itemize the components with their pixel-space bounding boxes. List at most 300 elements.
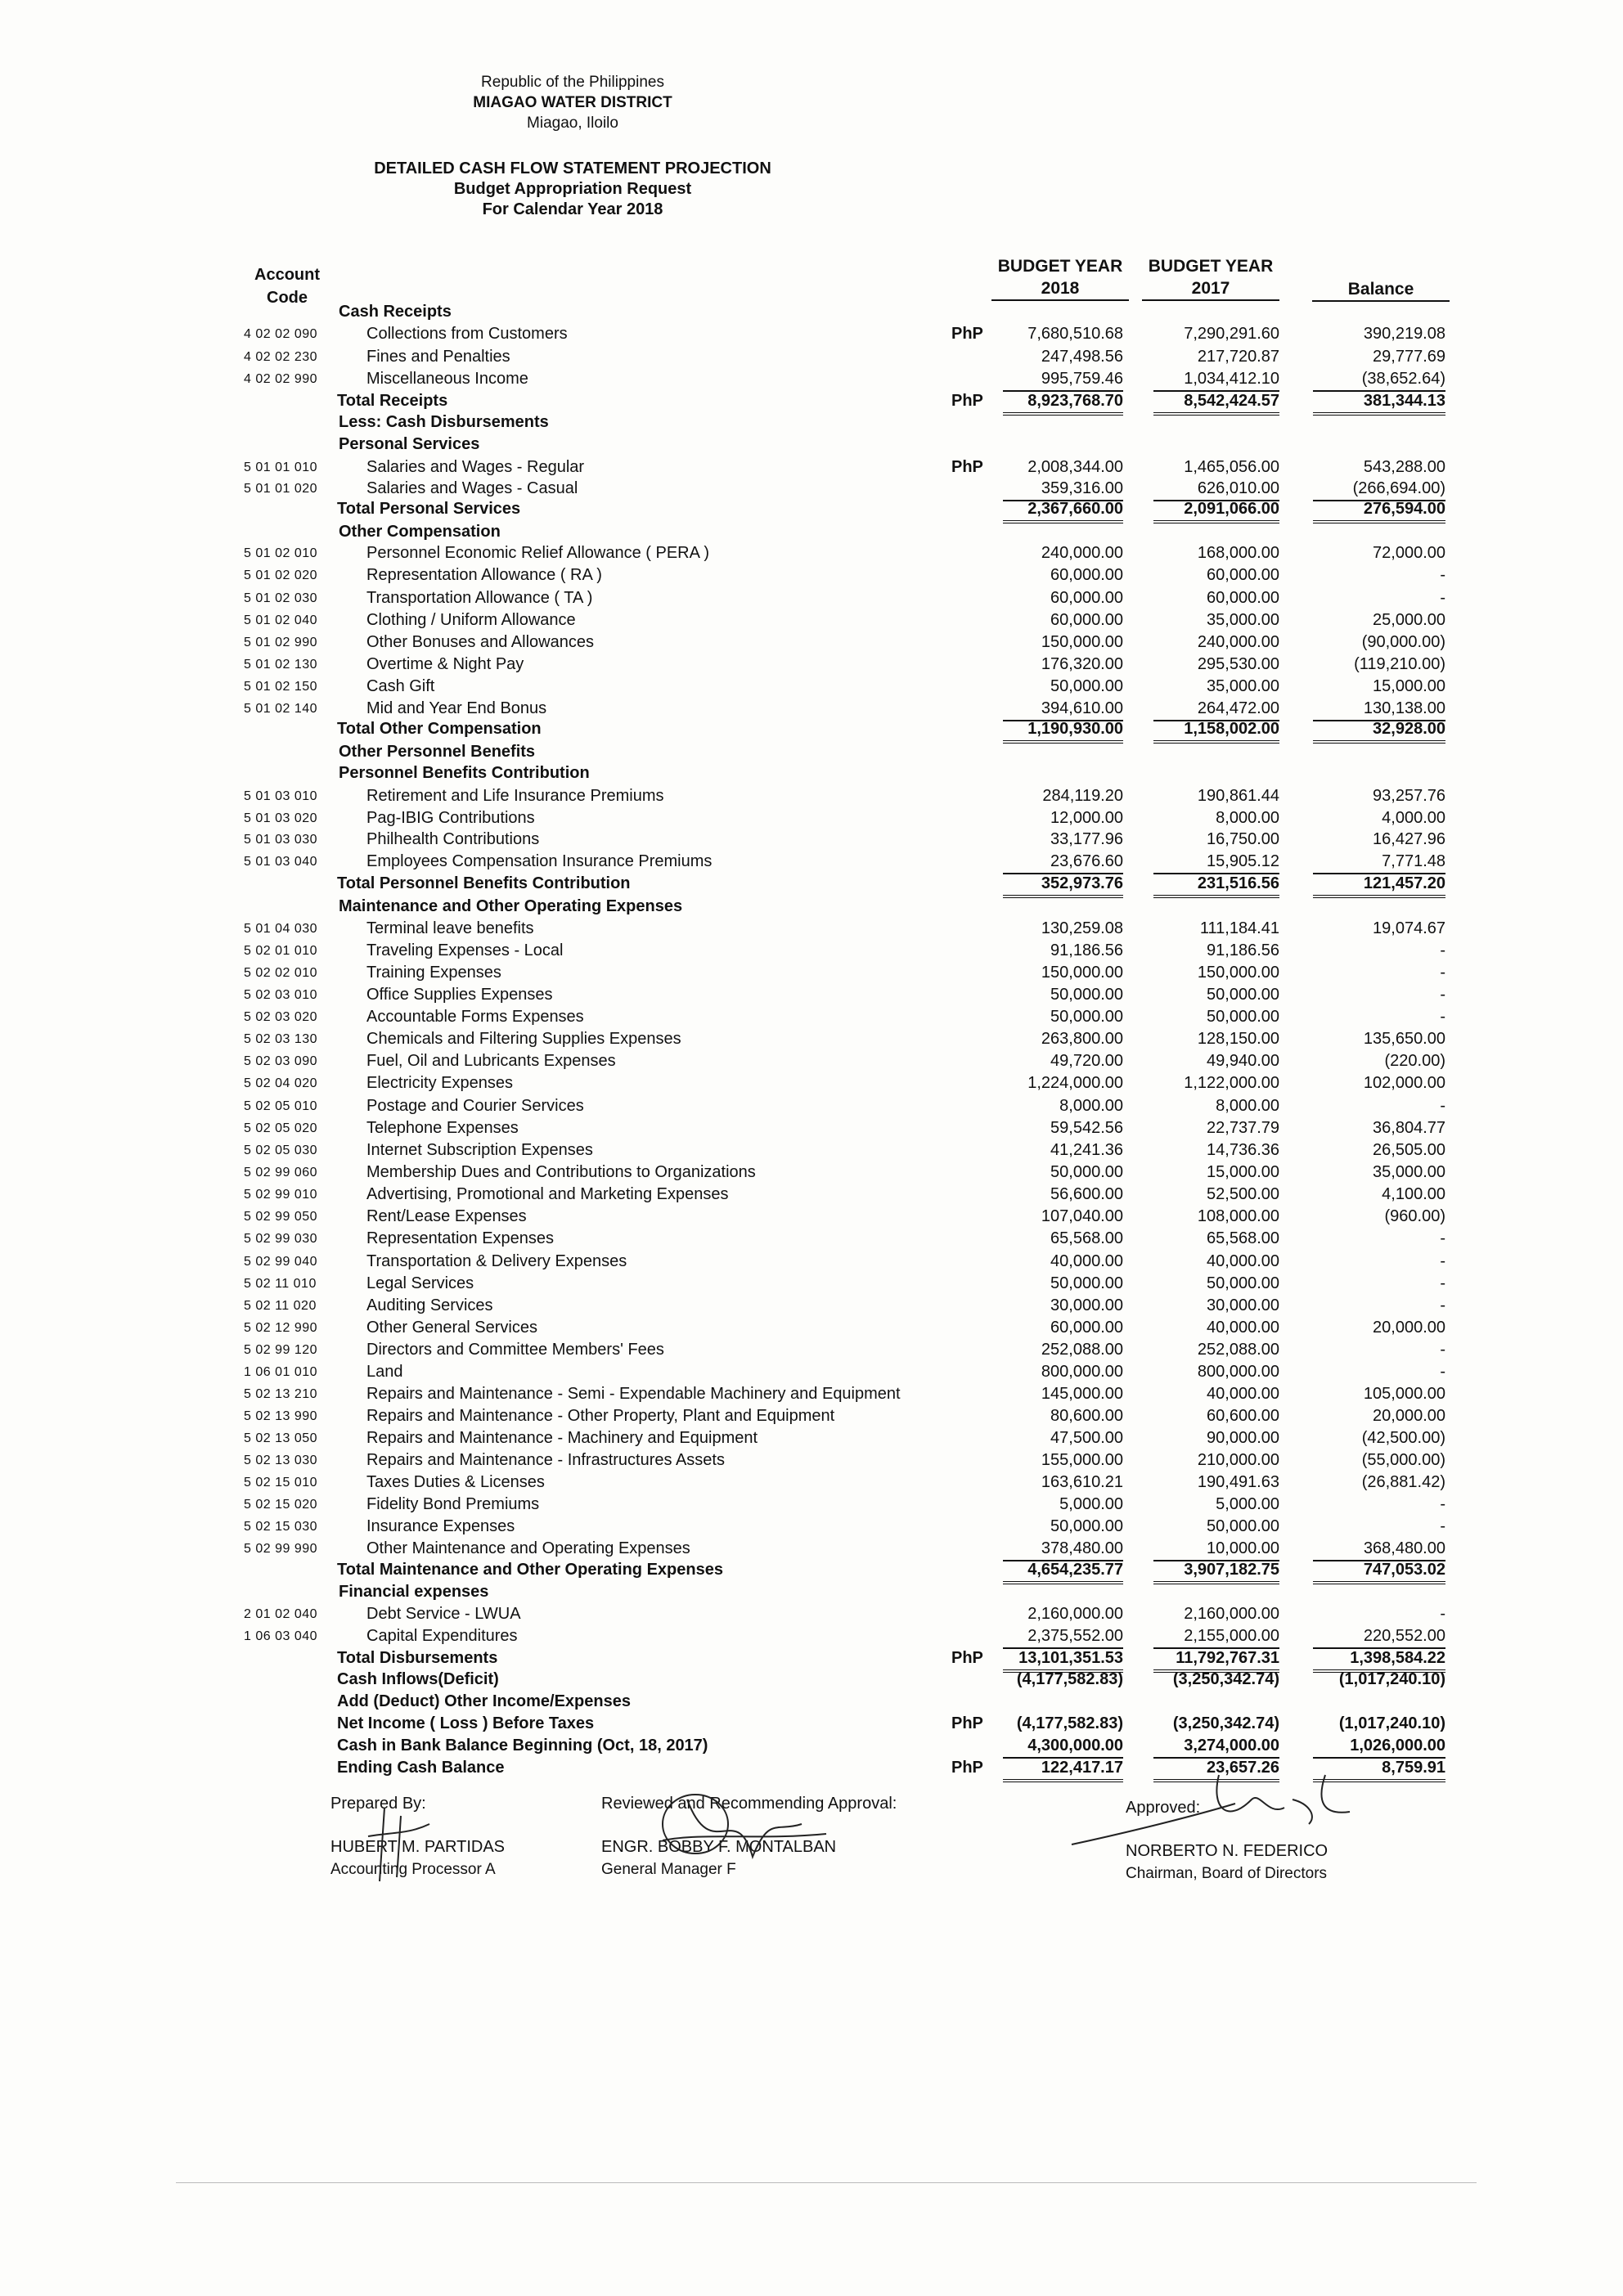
value-2018: 995,759.46 — [1003, 368, 1123, 392]
account-code: 5 02 99 060 — [244, 1166, 318, 1179]
table-row — [0, 478, 1623, 500]
value-2018: (4,177,582.83) — [1016, 1670, 1123, 1688]
value-balance: - — [1440, 1229, 1445, 1247]
value-balance: 102,000.00 — [1363, 1074, 1445, 1092]
table-row — [0, 1647, 1623, 1669]
value-2017: 60,000.00 — [1207, 589, 1279, 607]
approved-label: Approved: — [1126, 1799, 1201, 1817]
value-2017: 8,542,424.57 — [1153, 390, 1279, 416]
value-2017: 23,657.26 — [1153, 1757, 1279, 1782]
column-header-balance — [1312, 278, 1450, 302]
prepared-label: Prepared By: — [330, 1795, 426, 1813]
row-label: Philhealth Contributions — [366, 830, 540, 848]
value-balance: 368,480.00 — [1313, 1538, 1445, 1561]
table-row — [0, 698, 1623, 720]
value-balance: (90,000.00) — [1361, 633, 1445, 651]
value-balance: 390,219.08 — [1363, 325, 1445, 343]
value-2017: 8,000.00 — [1216, 809, 1279, 827]
row-label: Land — [366, 1363, 403, 1381]
row-label: Add (Deduct) Other Income/Expenses — [337, 1692, 631, 1710]
value-2018: 176,320.00 — [1041, 655, 1123, 673]
value-balance: 276,594.00 — [1313, 498, 1445, 523]
currency-label: PhP — [951, 325, 983, 343]
account-header-top: Account — [254, 266, 320, 284]
value-2017: 65,568.00 — [1207, 1229, 1279, 1247]
row-label: Miscellaneous Income — [366, 370, 528, 388]
value-2017: 14,736.36 — [1207, 1141, 1279, 1159]
currency-label: PhP — [951, 1649, 983, 1667]
row-label: Repairs and Maintenance - Other Property, Plant and Equipment — [366, 1407, 835, 1425]
value-2017: 5,000.00 — [1216, 1495, 1279, 1513]
row-label: Net Income ( Loss ) Before Taxes — [337, 1714, 595, 1732]
table-row — [0, 411, 1623, 434]
account-code: 5 02 03 130 — [244, 1032, 318, 1046]
table-row — [0, 368, 1623, 390]
value-balance: 36,804.77 — [1373, 1119, 1445, 1137]
value-balance: (266,694.00) — [1313, 478, 1445, 501]
column-header-2017-top: BUDGET YEAR — [1148, 257, 1274, 276]
value-2017: 1,158,002.00 — [1153, 718, 1279, 744]
account-header-bottom: Code — [267, 289, 308, 307]
table-row — [0, 1095, 1623, 1117]
value-2018: 4,300,000.00 — [1003, 1735, 1123, 1759]
account-code: 5 02 03 090 — [244, 1054, 318, 1068]
row-label: Pag-IBIG Contributions — [366, 809, 535, 827]
account-code: 5 02 99 040 — [244, 1255, 318, 1269]
account-code: 4 02 02 990 — [244, 372, 318, 386]
value-2017: 1,465,056.00 — [1184, 458, 1279, 476]
value-2017: 30,000.00 — [1207, 1296, 1279, 1314]
value-balance: 20,000.00 — [1373, 1319, 1445, 1337]
table-row — [0, 1072, 1623, 1094]
value-2018: 2,367,660.00 — [1003, 498, 1123, 523]
value-2018: 1,190,930.00 — [1003, 718, 1123, 744]
value-2018: 150,000.00 — [1041, 633, 1123, 651]
account-code: 5 01 02 140 — [244, 702, 318, 716]
row-label: Personnel Economic Relief Allowance ( PERA ) — [366, 544, 710, 562]
value-2018: 56,600.00 — [1050, 1185, 1123, 1203]
row-label: Debt Service - LWUA — [366, 1605, 521, 1623]
value-balance: - — [1440, 1363, 1445, 1381]
row-label: Transportation Allowance ( TA ) — [366, 589, 593, 607]
account-code: 2 01 02 040 — [244, 1607, 318, 1621]
value-balance: 25,000.00 — [1373, 611, 1445, 629]
value-balance: - — [1440, 1341, 1445, 1359]
value-balance: 543,288.00 — [1363, 458, 1445, 476]
account-code: 5 01 03 010 — [244, 789, 318, 803]
value-2017: 52,500.00 — [1207, 1185, 1279, 1203]
row-label: Repairs and Maintenance - Machinery and Equipment — [366, 1429, 758, 1447]
table-row — [0, 1161, 1623, 1184]
account-code: 5 01 02 010 — [244, 546, 318, 560]
approved-role: Chairman, Board of Directors — [1126, 1865, 1328, 1882]
table-row — [0, 1206, 1623, 1228]
value-2018: 7,680,510.68 — [1027, 325, 1123, 343]
value-balance: 7,771.48 — [1313, 851, 1445, 874]
table-row — [0, 631, 1623, 654]
table-row — [0, 676, 1623, 698]
page-divider — [176, 2182, 1477, 2183]
row-label: Cash Receipts — [339, 303, 452, 321]
table-row — [0, 984, 1623, 1006]
column-header-balance-label: Balance — [1347, 280, 1414, 299]
account-code: 4 02 02 230 — [244, 350, 318, 364]
row-label: Salaries and Wages - Casual — [366, 479, 578, 497]
value-2017: 50,000.00 — [1207, 1008, 1279, 1026]
row-label: Chemicals and Filtering Supplies Expenses — [366, 1030, 681, 1048]
account-code: 5 02 99 050 — [244, 1210, 318, 1224]
row-label: Repairs and Maintenance - Infrastructures Assets — [366, 1451, 725, 1469]
row-label: Electricity Expenses — [366, 1074, 513, 1092]
table-row — [0, 1339, 1623, 1361]
value-balance: 26,505.00 — [1373, 1141, 1445, 1159]
value-2018: 240,000.00 — [1041, 544, 1123, 562]
row-label: Total Disbursements — [337, 1649, 498, 1667]
row-label: Telephone Expenses — [366, 1119, 519, 1137]
value-balance: - — [1440, 986, 1445, 1004]
value-2017: 3,907,182.75 — [1153, 1559, 1279, 1584]
row-label: Maintenance and Other Operating Expenses — [339, 897, 683, 915]
value-2018: 247,498.56 — [1041, 348, 1123, 366]
row-label: Taxes Duties & Licenses — [366, 1473, 545, 1491]
account-code: 5 02 15 010 — [244, 1476, 318, 1489]
account-code: 5 02 13 050 — [244, 1431, 318, 1445]
value-balance: 135,650.00 — [1363, 1030, 1445, 1048]
row-label: Cash in Bank Balance Beginning (Oct, 18, 2017) — [337, 1737, 708, 1755]
signature-reviewed — [638, 1783, 851, 1881]
account-code: 5 02 04 020 — [244, 1076, 318, 1090]
value-2017: 2,160,000.00 — [1184, 1605, 1279, 1623]
row-label: Other Compensation — [339, 523, 501, 541]
header-line-1: Republic of the Philippines — [481, 74, 664, 91]
row-label: Internet Subscription Expenses — [366, 1141, 593, 1159]
currency-label: PhP — [951, 1759, 983, 1777]
table-row — [0, 1449, 1623, 1472]
value-balance: 1,026,000.00 — [1313, 1735, 1445, 1759]
row-label: Office Supplies Expenses — [366, 986, 553, 1004]
value-balance: 20,000.00 — [1373, 1407, 1445, 1425]
table-row — [0, 762, 1623, 784]
row-label: Directors and Committee Members' Fees — [366, 1341, 664, 1359]
account-code: 1 06 01 010 — [244, 1365, 318, 1379]
row-label: Total Receipts — [337, 392, 448, 410]
value-balance: 15,000.00 — [1373, 677, 1445, 695]
value-2018: 145,000.00 — [1041, 1385, 1123, 1403]
table-row — [0, 1295, 1623, 1317]
value-balance: - — [1440, 1517, 1445, 1535]
value-2017: 35,000.00 — [1207, 677, 1279, 695]
value-balance: - — [1440, 589, 1445, 607]
value-balance: (220.00) — [1384, 1052, 1445, 1070]
account-code: 5 02 11 020 — [244, 1299, 317, 1313]
table-row — [0, 542, 1623, 564]
table-row — [0, 301, 1623, 323]
account-code: 5 01 02 990 — [244, 636, 318, 649]
value-2018: 130,259.08 — [1041, 919, 1123, 937]
account-code: 5 02 99 010 — [244, 1188, 318, 1202]
row-label: Insurance Expenses — [366, 1517, 515, 1535]
value-balance: - — [1440, 566, 1445, 584]
value-2018: 40,000.00 — [1050, 1252, 1123, 1270]
account-code: 5 02 03 020 — [244, 1010, 318, 1024]
account-code: 5 02 12 990 — [244, 1321, 318, 1335]
table-row — [0, 609, 1623, 631]
value-2017: 10,000.00 — [1153, 1538, 1279, 1561]
row-label: Fuel, Oil and Lubricants Expenses — [366, 1052, 616, 1070]
account-code: 5 01 01 010 — [244, 461, 318, 474]
table-row — [0, 1405, 1623, 1427]
value-2018: 394,610.00 — [1003, 698, 1123, 721]
value-2018: 50,000.00 — [1050, 1163, 1123, 1181]
row-label: Other Bonuses and Allowances — [366, 633, 594, 651]
account-code: 5 02 05 010 — [244, 1099, 318, 1113]
account-code: 5 01 02 150 — [244, 680, 318, 694]
table-row — [0, 1184, 1623, 1206]
value-2018: 8,000.00 — [1059, 1097, 1123, 1115]
value-2017: (3,250,342.74) — [1172, 1714, 1279, 1732]
value-2017: 2,155,000.00 — [1153, 1625, 1279, 1649]
account-code: 5 01 04 030 — [244, 922, 318, 936]
table-row — [0, 1603, 1623, 1625]
table-row — [0, 1251, 1623, 1273]
table-row — [0, 807, 1623, 829]
value-balance: 1,398,584.22 — [1313, 1647, 1445, 1673]
value-2018: 60,000.00 — [1050, 589, 1123, 607]
value-2017: 22,737.79 — [1207, 1119, 1279, 1137]
value-2017: 168,000.00 — [1197, 544, 1279, 562]
value-2018: 122,417.17 — [1003, 1757, 1123, 1782]
table-row — [0, 1273, 1623, 1295]
value-2018: 47,500.00 — [1050, 1429, 1123, 1447]
value-2017: 50,000.00 — [1207, 1517, 1279, 1535]
value-balance: - — [1440, 1274, 1445, 1292]
value-2018: 23,676.60 — [1003, 851, 1123, 874]
row-label: Other Maintenance and Operating Expenses — [366, 1539, 690, 1557]
table-row — [0, 718, 1623, 740]
table-row — [0, 564, 1623, 586]
value-balance: 220,552.00 — [1313, 1625, 1445, 1649]
value-2017: 800,000.00 — [1197, 1363, 1279, 1381]
account-code: 5 01 03 020 — [244, 811, 318, 825]
value-2017: 50,000.00 — [1207, 1274, 1279, 1292]
value-2017: 295,530.00 — [1197, 655, 1279, 673]
row-label: Cash Gift — [366, 677, 435, 695]
value-balance: 19,074.67 — [1373, 919, 1445, 937]
header-line-3: Miagao, Iloilo — [527, 115, 618, 132]
value-2017: 108,000.00 — [1197, 1207, 1279, 1225]
prepared-name: HUBERT M. PARTIDAS — [330, 1838, 506, 1856]
table-row — [0, 1050, 1623, 1072]
account-code: 5 02 13 210 — [244, 1387, 318, 1401]
value-2018: 91,186.56 — [1050, 941, 1123, 959]
value-2018: 2,008,344.00 — [1027, 458, 1123, 476]
row-label: Transportation & Delivery Expenses — [366, 1252, 627, 1270]
value-2018: 163,610.21 — [1041, 1473, 1123, 1491]
column-header-2017 — [1142, 255, 1279, 301]
value-2018: 80,600.00 — [1050, 1407, 1123, 1425]
account-code: 5 02 03 010 — [244, 988, 318, 1002]
account-code: 5 01 02 130 — [244, 658, 318, 672]
table-row — [0, 873, 1623, 895]
currency-label: PhP — [951, 392, 983, 410]
row-label: Other General Services — [366, 1319, 537, 1337]
value-balance: 72,000.00 — [1373, 544, 1445, 562]
value-2017: 3,274,000.00 — [1153, 1735, 1279, 1759]
value-2018: 352,973.76 — [1003, 873, 1123, 898]
table-row — [0, 587, 1623, 609]
column-header-2018-year: 2018 — [991, 277, 1129, 301]
value-2018: 2,160,000.00 — [1027, 1605, 1123, 1623]
table-row — [0, 434, 1623, 456]
row-label: Personal Services — [339, 435, 480, 453]
value-2018: 378,480.00 — [1003, 1538, 1123, 1561]
row-label: Financial expenses — [339, 1583, 489, 1601]
row-label: Fines and Penalties — [366, 348, 510, 366]
value-2018: 107,040.00 — [1041, 1207, 1123, 1225]
value-balance: 16,427.96 — [1373, 830, 1445, 848]
column-header-2017-year: 2017 — [1142, 277, 1279, 301]
row-label: Training Expenses — [366, 964, 501, 982]
value-2018: 50,000.00 — [1050, 986, 1123, 1004]
value-2018: 50,000.00 — [1050, 1274, 1123, 1292]
value-balance: 381,344.13 — [1313, 390, 1445, 416]
value-balance: - — [1440, 941, 1445, 959]
document-title-block — [0, 159, 1145, 220]
row-label: Legal Services — [366, 1274, 474, 1292]
document-header — [0, 72, 1145, 133]
row-label: Repairs and Maintenance - Semi - Expendable Machinery and Equipment — [366, 1385, 901, 1403]
value-2017: 626,010.00 — [1153, 478, 1279, 501]
value-2017: 40,000.00 — [1207, 1385, 1279, 1403]
row-label: Overtime & Night Pay — [366, 655, 524, 673]
account-code: 5 01 02 040 — [244, 613, 318, 627]
value-2017: 11,792,767.31 — [1153, 1647, 1279, 1673]
table-row — [0, 1317, 1623, 1339]
table-row — [0, 1669, 1623, 1691]
row-label: Mid and Year End Bonus — [366, 699, 547, 717]
value-2017: 1,034,412.10 — [1153, 368, 1279, 392]
value-2018: 60,000.00 — [1050, 1319, 1123, 1337]
row-label: Rent/Lease Expenses — [366, 1207, 527, 1225]
row-label: Capital Expenditures — [366, 1627, 518, 1645]
table-row — [0, 1139, 1623, 1161]
value-balance: - — [1440, 1097, 1445, 1115]
value-2018: 2,375,552.00 — [1003, 1625, 1123, 1649]
value-balance: - — [1440, 1008, 1445, 1026]
table-row — [0, 940, 1623, 962]
account-code: 5 01 01 020 — [244, 482, 318, 496]
table-row — [0, 1559, 1623, 1581]
value-balance: (960.00) — [1384, 1207, 1445, 1225]
row-label: Total Personal Services — [337, 500, 521, 518]
currency-label: PhP — [951, 1714, 983, 1732]
table-row — [0, 654, 1623, 676]
value-2017: 111,184.41 — [1199, 919, 1279, 937]
table-row — [0, 521, 1623, 543]
value-balance: 8,759.91 — [1313, 1757, 1445, 1782]
table-row — [0, 1228, 1623, 1250]
value-2017: 60,600.00 — [1207, 1407, 1279, 1425]
row-label: Total Maintenance and Other Operating Expenses — [337, 1561, 723, 1579]
approved-name: NORBERTO N. FEDERICO — [1126, 1842, 1329, 1860]
value-balance: (1,017,240.10) — [1338, 1714, 1445, 1732]
value-balance: 105,000.00 — [1363, 1385, 1445, 1403]
value-2017: 8,000.00 — [1216, 1097, 1279, 1115]
table-row — [0, 390, 1623, 412]
value-2018: 155,000.00 — [1041, 1451, 1123, 1469]
value-2018: 50,000.00 — [1050, 677, 1123, 695]
value-2017: 16,750.00 — [1207, 830, 1279, 848]
account-code: 5 02 13 030 — [244, 1454, 318, 1467]
row-label: Clothing / Uniform Allowance — [366, 611, 576, 629]
value-2017: 190,491.63 — [1197, 1473, 1279, 1491]
row-label: Personnel Benefits Contribution — [339, 764, 590, 782]
value-2017: 7,290,291.60 — [1184, 325, 1279, 343]
value-balance: 4,100.00 — [1382, 1185, 1445, 1203]
account-code: 5 01 03 030 — [244, 833, 318, 847]
account-code: 1 06 03 040 — [244, 1629, 318, 1643]
value-2017: 190,861.44 — [1197, 787, 1279, 805]
value-balance: 32,928.00 — [1313, 718, 1445, 744]
row-label: Retirement and Life Insurance Premiums — [366, 787, 664, 805]
value-2017: 150,000.00 — [1197, 964, 1279, 982]
table-row — [0, 1735, 1623, 1757]
value-2017: 50,000.00 — [1207, 986, 1279, 1004]
value-2017: 240,000.00 — [1197, 633, 1279, 651]
value-2018: 49,720.00 — [1050, 1052, 1123, 1070]
document-title: DETAILED CASH FLOW STATEMENT PROJECTION — [374, 160, 771, 177]
value-2018: 60,000.00 — [1050, 566, 1123, 584]
value-2017: 217,720.87 — [1197, 348, 1279, 366]
table-row — [0, 498, 1623, 520]
account-code: 5 02 99 120 — [244, 1343, 318, 1357]
table-row — [0, 1028, 1623, 1050]
value-2018: 12,000.00 — [1050, 809, 1123, 827]
table-row — [0, 851, 1623, 873]
value-balance: 130,138.00 — [1313, 698, 1445, 721]
value-2018: 284,119.20 — [1042, 787, 1123, 805]
value-balance: (42,500.00) — [1361, 1429, 1445, 1447]
value-2017: 15,000.00 — [1207, 1163, 1279, 1181]
header-line-2: MIAGAO WATER DISTRICT — [473, 94, 672, 111]
value-2018: 5,000.00 — [1059, 1495, 1123, 1513]
account-code: 5 02 15 030 — [244, 1520, 318, 1534]
value-2018: 1,224,000.00 — [1027, 1074, 1123, 1092]
value-balance: - — [1440, 964, 1445, 982]
row-label: Terminal leave benefits — [366, 919, 534, 937]
account-code: 5 02 02 010 — [244, 966, 318, 980]
value-2017: 49,940.00 — [1207, 1052, 1279, 1070]
row-label: Collections from Customers — [366, 325, 568, 343]
table-row — [0, 1516, 1623, 1538]
row-label: Ending Cash Balance — [337, 1759, 505, 1777]
value-balance: - — [1440, 1495, 1445, 1513]
account-code: 4 02 02 090 — [244, 327, 318, 341]
value-2018: (4,177,582.83) — [1016, 1714, 1123, 1732]
row-label: Postage and Courier Services — [366, 1097, 584, 1115]
document-subtitle: Budget Appropriation Request — [453, 180, 692, 198]
row-label: Other Personnel Benefits — [339, 743, 536, 761]
value-2018: 65,568.00 — [1050, 1229, 1123, 1247]
row-label: Total Other Compensation — [337, 720, 542, 738]
table-row — [0, 1538, 1623, 1560]
row-label: Fidelity Bond Premiums — [366, 1495, 540, 1513]
value-2018: 150,000.00 — [1041, 964, 1123, 982]
reviewed-name: ENGR. BOBBY F. MONTALBAN — [601, 1838, 837, 1856]
value-2018: 33,177.96 — [1050, 830, 1123, 848]
currency-label: PhP — [951, 458, 983, 476]
value-balance: (55,000.00) — [1361, 1451, 1445, 1469]
